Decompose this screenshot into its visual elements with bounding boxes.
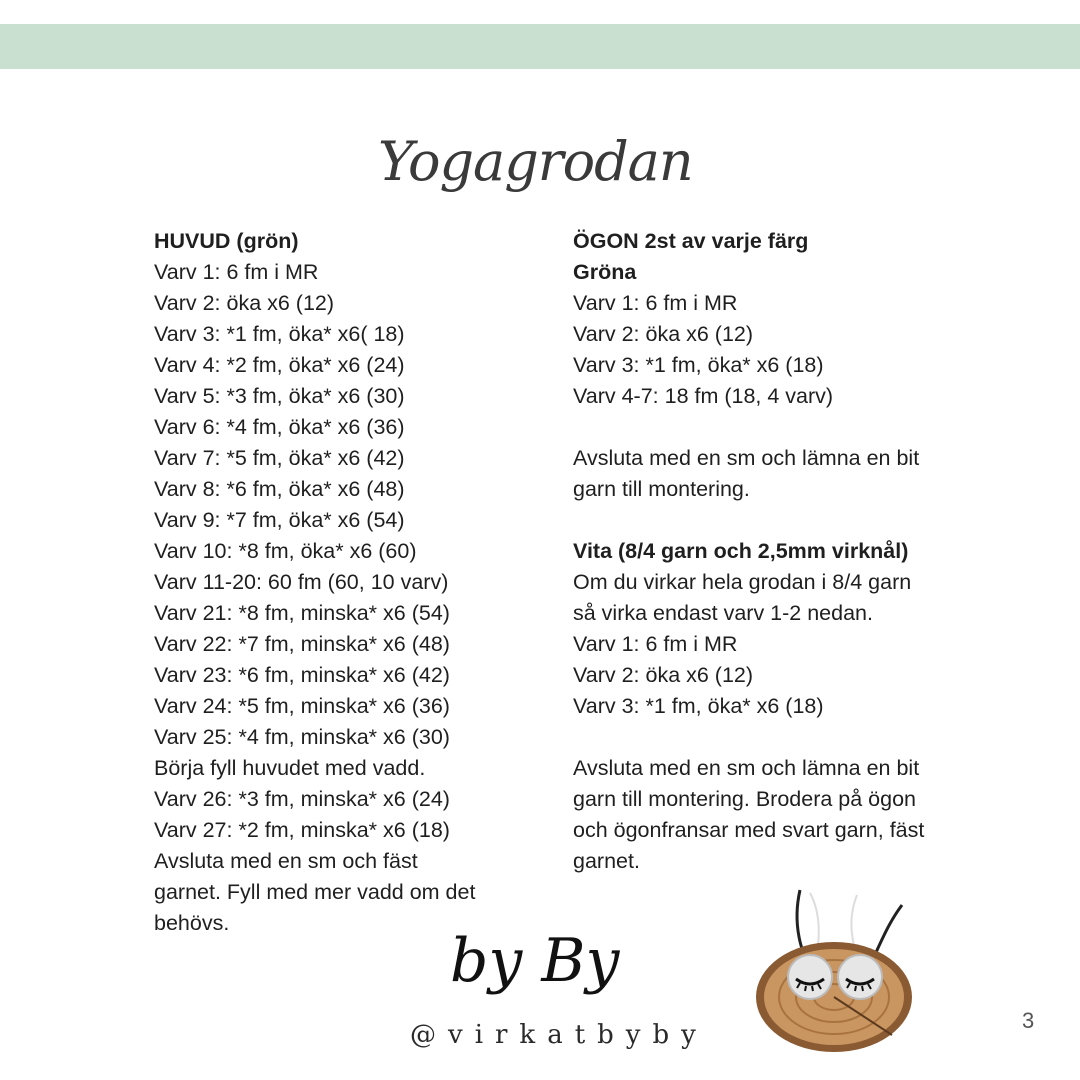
- head-row: Varv 2: öka x6 (12): [154, 291, 335, 315]
- head-row: Varv 24: *5 fm, minska* x6 (36): [154, 694, 450, 718]
- white-eyes-row: Varv 1: 6 fm i MR: [573, 632, 738, 656]
- green-eyes-row: Varv 1: 6 fm i MR: [573, 291, 738, 315]
- head-row: Varv 11-20: 60 fm (60, 10 varv): [154, 570, 449, 594]
- spacer: [573, 412, 973, 443]
- signature: [440, 915, 655, 1005]
- head-row: Varv 27: *2 fm, minska* x6 (18): [154, 818, 450, 842]
- white-finish-line: garn till montering. Brodera på ögon: [573, 787, 917, 811]
- head-row: Varv 23: *6 fm, minska* x6 (42): [154, 663, 450, 687]
- head-row: Varv 8: *6 fm, öka* x6 (48): [154, 477, 405, 501]
- green-finish-line: Avsluta med en sm och lämna en bit: [573, 446, 920, 470]
- head-row: Varv 5: *3 fm, öka* x6 (30): [154, 384, 405, 408]
- head-row: Varv 21: *8 fm, minska* x6 (54): [154, 601, 450, 625]
- head-row: Varv 9: *7 fm, öka* x6 (54): [154, 508, 405, 532]
- head-row: Börja fyll huvudet med vadd.: [154, 756, 426, 780]
- spacer: [573, 505, 973, 536]
- header-band: [0, 24, 1080, 69]
- eyes-photo: [752, 885, 917, 1055]
- white-finish-line: och ögonfransar med svart garn, fäst: [573, 818, 925, 842]
- page-title-text: Yogagrodan: [378, 130, 693, 193]
- head-row: Varv 26: *3 fm, minska* x6 (24): [154, 787, 450, 811]
- signature-text: by By: [450, 926, 620, 996]
- white-intro-line: så virka endast varv 1-2 nedan.: [573, 601, 873, 625]
- white-eyes-row: Varv 3: *1 fm, öka* x6 (18): [573, 694, 824, 718]
- head-heading: HUVUD (grön): [154, 229, 299, 253]
- head-row: Varv 3: *1 fm, öka* x6( 18): [154, 322, 405, 346]
- green-eyes-row: Varv 2: öka x6 (12): [573, 322, 754, 346]
- green-eyes-row: Varv 4-7: 18 fm (18, 4 varv): [573, 384, 834, 408]
- green-eyes-heading: Gröna: [573, 260, 637, 284]
- white-eyes-heading: Vita (8/4 garn och 2,5mm virknål): [573, 539, 909, 563]
- white-eyes-row: Varv 2: öka x6 (12): [573, 663, 754, 687]
- white-intro-line: Om du virkar hela grodan i 8/4 garn: [573, 570, 912, 594]
- head-row: Varv 22: *7 fm, minska* x6 (48): [154, 632, 450, 656]
- head-row: Varv 4: *2 fm, öka* x6 (24): [154, 353, 405, 377]
- spacer: [573, 722, 973, 753]
- head-row: Varv 7: *5 fm, öka* x6 (42): [154, 446, 405, 470]
- green-finish-line: garn till montering.: [573, 477, 750, 501]
- page-number: 3: [1022, 1008, 1035, 1033]
- head-finish-line: behövs.: [154, 911, 230, 935]
- head-row: Varv 6: *4 fm, öka* x6 (36): [154, 415, 405, 439]
- head-row: Varv 10: *8 fm, öka* x6 (60): [154, 539, 417, 563]
- eyes-heading: ÖGON 2st av varje färg: [573, 229, 809, 253]
- head-finish-line: garnet. Fyll med mer vadd om det: [154, 880, 476, 904]
- page-title: [370, 108, 693, 218]
- social-handle: @virkatbyby: [410, 1020, 708, 1050]
- eyes-instructions: [573, 226, 973, 877]
- head-row: Varv 25: *4 fm, minska* x6 (30): [154, 725, 450, 749]
- head-row: Varv 1: 6 fm i MR: [154, 260, 319, 284]
- white-finish-line: Avsluta med en sm och lämna en bit: [573, 756, 920, 780]
- head-finish-line: Avsluta med en sm och fäst: [154, 849, 418, 873]
- head-instructions: [154, 226, 534, 939]
- green-eyes-row: Varv 3: *1 fm, öka* x6 (18): [573, 353, 824, 377]
- white-finish-line: garnet.: [573, 849, 640, 873]
